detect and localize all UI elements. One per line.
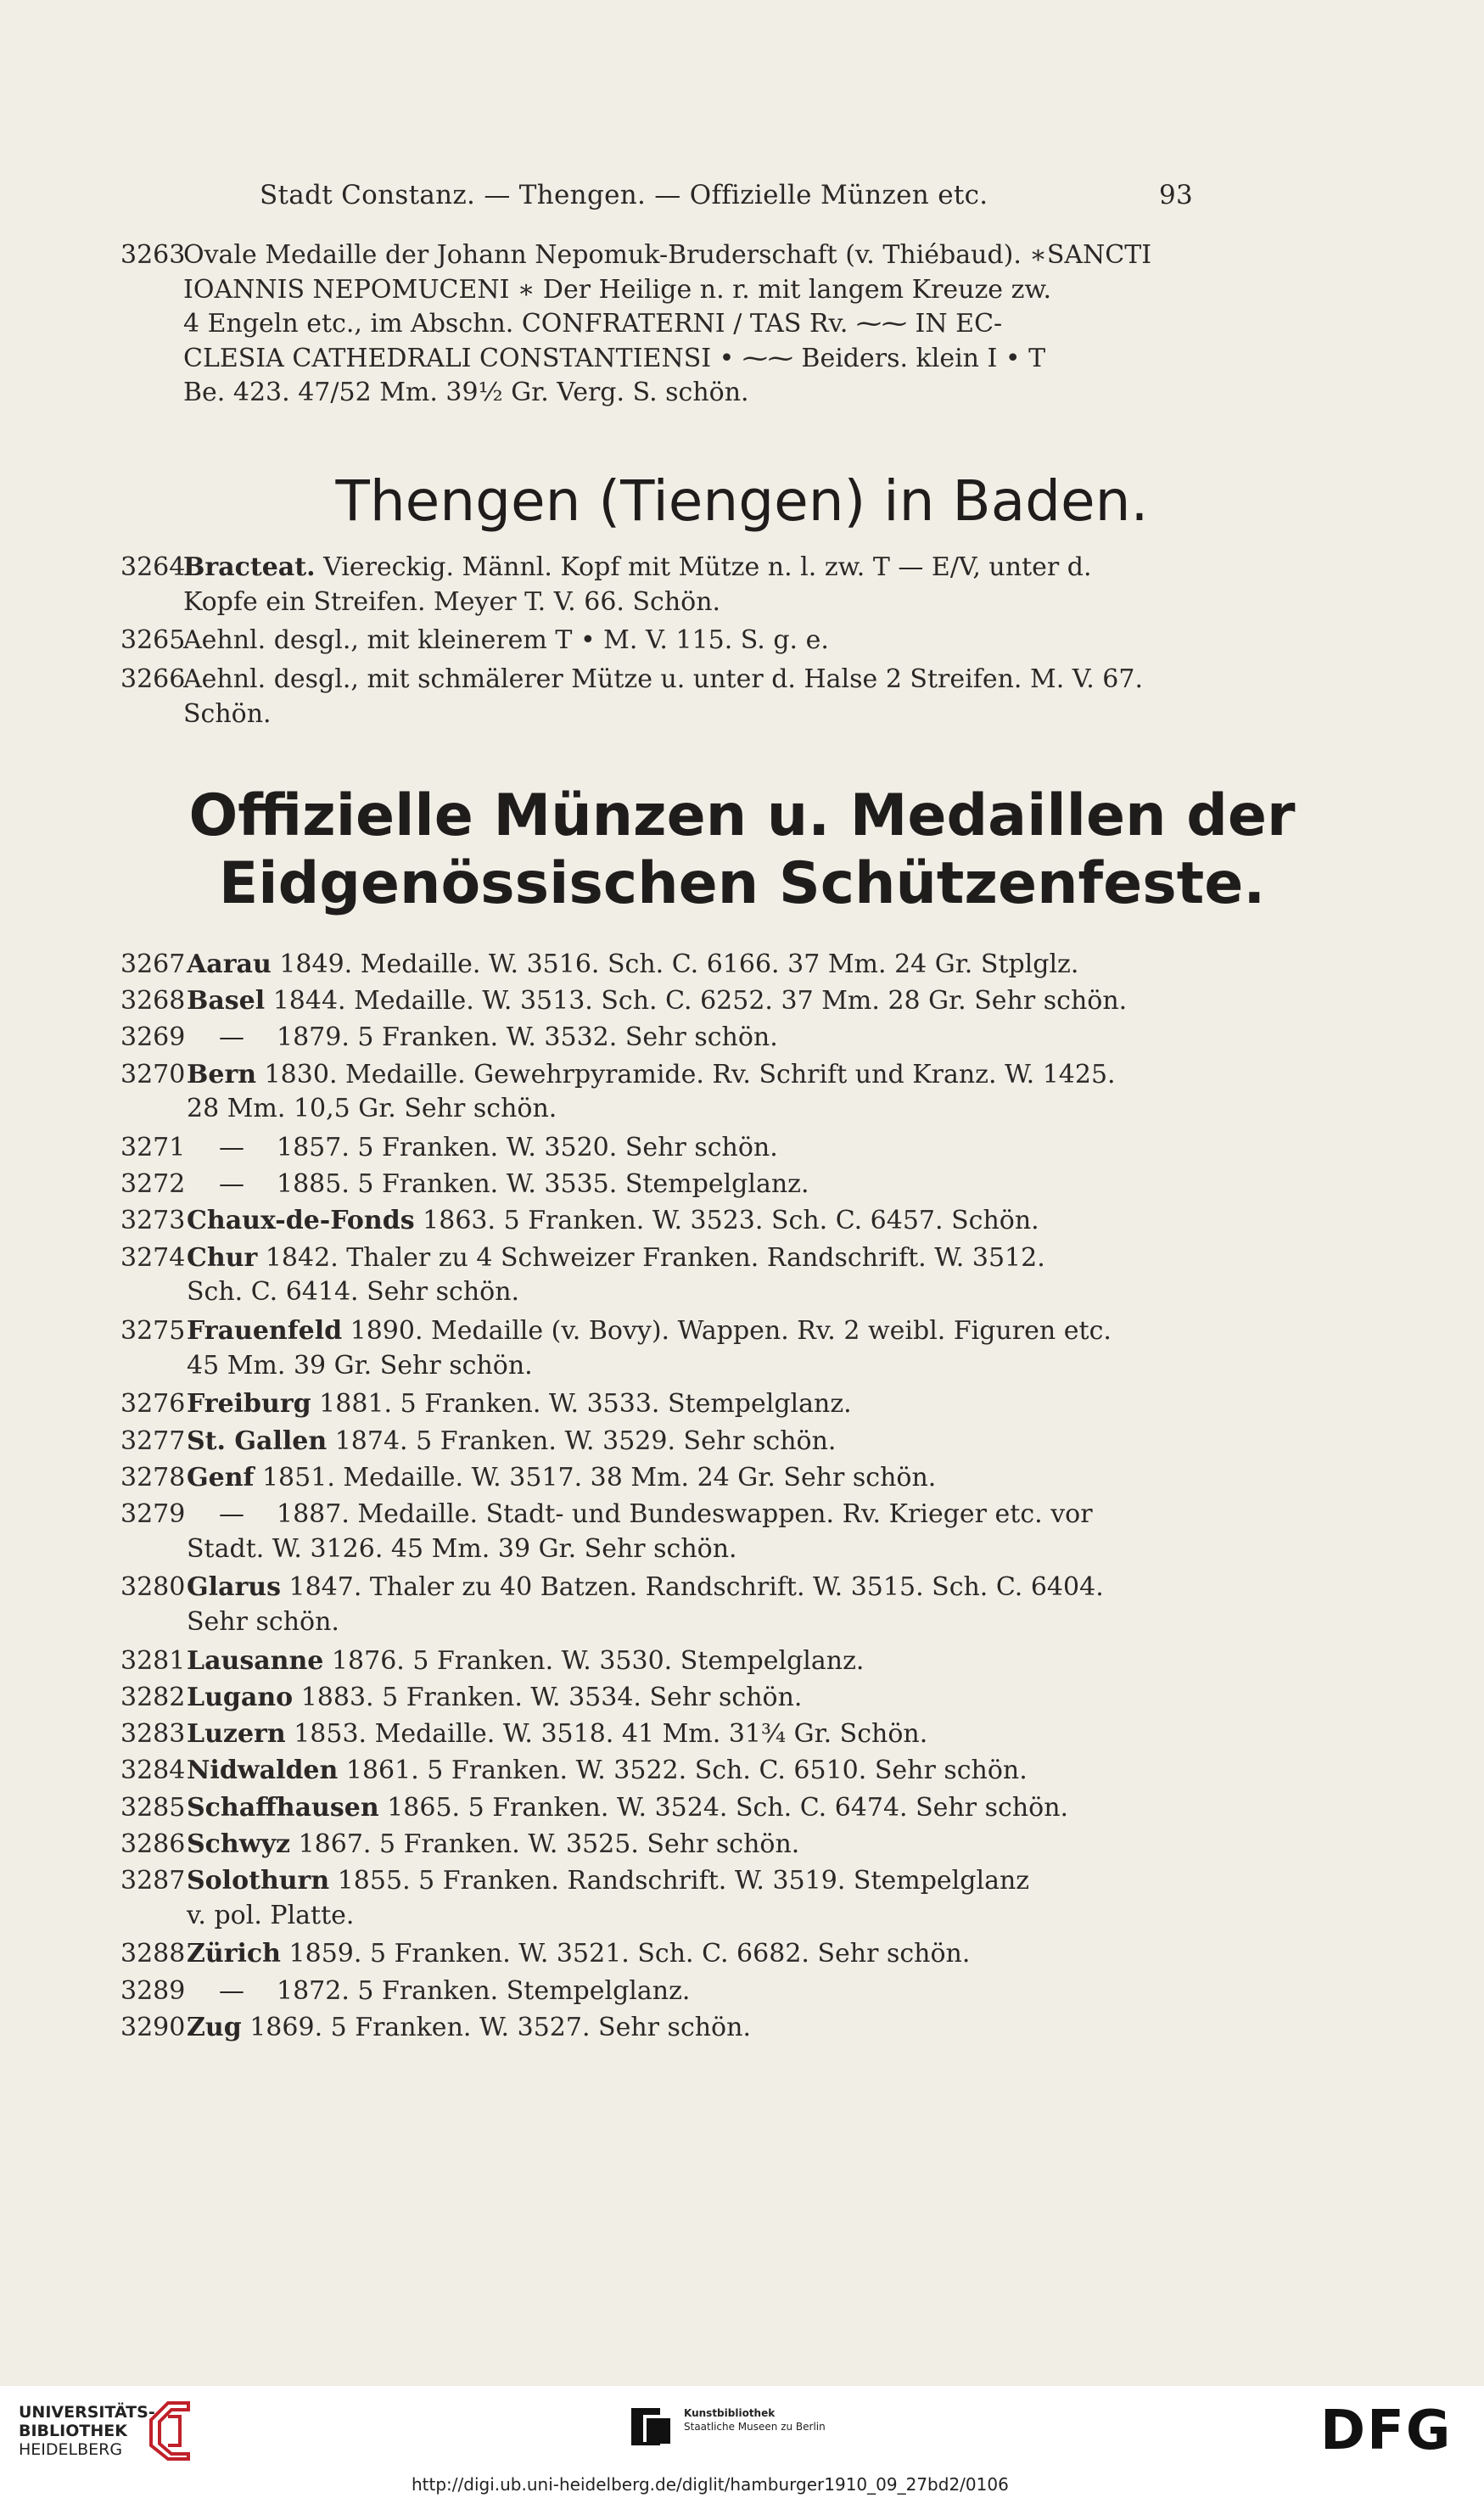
entry-number: 3264 xyxy=(120,552,186,582)
entry-text xyxy=(187,984,1315,1019)
entry-description: 1849. Medaille. W. 3516. Sch. C. 6166. 37 Mm. 24 Gr. Stplglz. xyxy=(271,949,1079,979)
section-heading-thengen: Thengen (Tiengen) in Baden. xyxy=(335,468,1149,534)
entry-text xyxy=(187,1937,1315,1972)
entry-number: 3274 xyxy=(120,1242,186,1273)
entry-name: — xyxy=(219,1022,244,1053)
entry-number: 3267 xyxy=(120,949,186,979)
entry-description: Viereckig. Männl. Kopf mit Mütze n. l. zw. T — E/V, unter d. xyxy=(315,552,1092,582)
entry-description: 1874. 5 Franken. W. 3529. Sehr schön. xyxy=(327,1425,837,1456)
entry-text xyxy=(187,1387,1315,1422)
entry-line: Be. 423. 47/52 Mm. 39½ Gr. Verg. S. schön. xyxy=(183,378,749,407)
entry-line: IOANNIS NEPOMUCENI ∗ Der Heilige n. r. mit langem Kreuze zw. xyxy=(183,274,1052,305)
section-heading-offizielle-line1: Offizielle Münzen u. Medaillen der xyxy=(188,782,1296,849)
entry-text xyxy=(183,663,1312,731)
running-title: Stadt Constanz. — Thengen. — Offizielle Münzen etc. xyxy=(260,180,988,210)
entry-line: CLESIA CATHEDRALI CONSTANTIENSI • ⁓⁓ Beiders. klein I • T xyxy=(183,343,1046,373)
entry-continuation: v. pol. Platte. xyxy=(187,1900,355,1930)
entry-text xyxy=(187,1791,1315,1826)
permalink-url[interactable]: http://digi.ub.uni-heidelberg.de/diglit/hamburger1910_09_27bd2/0106 xyxy=(412,2474,1009,2495)
entry-name: Schaffhausen xyxy=(187,1792,379,1823)
entry-number: 3266 xyxy=(120,664,186,694)
entry-number: 3279 xyxy=(120,1499,186,1529)
entry-number: 3278 xyxy=(120,1462,186,1493)
entry-name: Lausanne xyxy=(187,1645,324,1676)
entry-description: 1830. Medaille. Gewehrpyramide. Rv. Schrift und Kranz. W. 1425. xyxy=(256,1059,1116,1089)
entry-description: 1881. 5 Franken. W. 3533. Stempelglanz. xyxy=(311,1389,852,1420)
entry-number: 3281 xyxy=(120,1645,186,1676)
entry-continuation: Sch. C. 6414. Sehr schön. xyxy=(187,1277,520,1308)
entry-description: 1863. 5 Franken. W. 3523. Sch. C. 6457. Schön. xyxy=(414,1206,1039,1236)
entry-description: 1859. 5 Franken. W. 3521. Sch. C. 6682. Sehr schön. xyxy=(281,1939,971,1969)
entry-number: 3282 xyxy=(120,1683,186,1712)
entry-number: 3290 xyxy=(120,2012,186,2042)
entry-name: Schwyz xyxy=(187,1829,291,1859)
kunstbibliothek-logo-icon xyxy=(628,2403,675,2450)
entry-text xyxy=(187,1425,1315,1459)
entry-number: 3269 xyxy=(120,1022,186,1053)
entry-name: Genf xyxy=(187,1462,255,1493)
entry-name: Freiburg xyxy=(187,1389,311,1420)
entry-text xyxy=(187,1204,1315,1239)
entry-text xyxy=(187,1241,1315,1310)
entry-name: Basel xyxy=(187,986,266,1017)
entry-description: 1844. Medaille. W. 3513. Sch. C. 6252. 37 Mm. 28 Gr. Sehr schön. xyxy=(265,986,1128,1017)
entry-continuation: 28 Mm. 10,5 Gr. Sehr schön. xyxy=(187,1094,557,1124)
entry-number: 3275 xyxy=(120,1316,186,1346)
entry-name: St. Gallen xyxy=(187,1425,328,1456)
entry-description: 1842. Thaler zu 4 Schweizer Franken. Randschrift. W. 3512. xyxy=(257,1242,1045,1273)
entry-name: Zürich xyxy=(187,1939,281,1969)
entry-text xyxy=(187,1498,1315,1566)
entry-number: 3273 xyxy=(120,1206,186,1236)
ub-heidelberg-logo-text: UNIVERSITÄTS- BIBLIOTHEK HEIDELBERG xyxy=(19,2403,155,2459)
entry-text xyxy=(187,1754,1315,1789)
entry-text xyxy=(187,1314,1315,1383)
entry-description: 1890. Medaille (v. Bovy). Wappen. Rv. 2 weibl. Figuren etc. xyxy=(342,1316,1112,1346)
entry-continuation: Sehr schön. xyxy=(187,1606,339,1637)
entry-description: 1857. 5 Franken. W. 3520. Sehr schön. xyxy=(277,1133,778,1162)
entry-name: Zug xyxy=(187,2012,242,2042)
entry-name: Nidwalden xyxy=(187,1756,339,1786)
entry-name: — xyxy=(219,1499,244,1529)
entry-name: Chaux-de-Fonds xyxy=(187,1206,415,1236)
entry-number: 3285 xyxy=(120,1792,186,1823)
entry-name: Lugano xyxy=(187,1683,294,1712)
dfg-logo: DFG xyxy=(1320,2400,1453,2462)
entry-text xyxy=(187,1461,1315,1496)
entry-number: 3270 xyxy=(120,1059,186,1089)
entry-number: 3272 xyxy=(120,1169,186,1200)
entry-text xyxy=(183,624,1312,658)
entry-number: 3289 xyxy=(120,1975,186,2006)
entry-number: 3284 xyxy=(120,1756,186,1786)
ub-heidelberg-emblem-icon xyxy=(143,2394,205,2461)
entry-number: 3288 xyxy=(120,1939,186,1969)
entry-description: 1865. 5 Franken. W. 3524. Sch. C. 6474. Sehr schön. xyxy=(378,1792,1069,1823)
entry-text xyxy=(187,1021,1315,1056)
entry-text xyxy=(187,2011,1315,2046)
entry-text xyxy=(187,1058,1315,1127)
entry-number: 3265 xyxy=(120,625,186,655)
entry-name: — xyxy=(219,1975,244,2006)
entry-text xyxy=(183,551,1312,619)
entry-description: 1885. 5 Franken. W. 3535. Stempelglanz. xyxy=(277,1169,809,1200)
entry-name: Aarau xyxy=(187,949,272,979)
entry-number: 3268 xyxy=(120,986,186,1017)
entry-description: 1861. 5 Franken. W. 3522. Sch. C. 6510. Sehr schön. xyxy=(338,1756,1028,1786)
entry-name: — xyxy=(219,1133,244,1162)
entry-number: 3277 xyxy=(120,1425,186,1456)
entry-text xyxy=(187,1131,1315,1166)
entry-number: 3286 xyxy=(120,1829,186,1859)
entry-line: Aehnl. desgl., mit schmälerer Mütze u. unter d. Halse 2 Streifen. M. V. 67. xyxy=(183,664,1143,694)
entry-description: 1876. 5 Franken. W. 3530. Stempelglanz. xyxy=(323,1645,865,1676)
entry-name: Chur xyxy=(187,1242,258,1273)
entry-text xyxy=(187,1681,1315,1716)
entry-text xyxy=(187,1168,1315,1202)
entry-number: 3276 xyxy=(120,1389,186,1420)
entry-description: 1883. 5 Franken. W. 3534. Sehr schön. xyxy=(293,1683,803,1712)
entry-number: 3280 xyxy=(120,1572,186,1603)
entry-description: 1847. Thaler zu 40 Batzen. Randschrift. W. 3515. Sch. C. 6404. xyxy=(280,1572,1104,1603)
entry-text xyxy=(187,1571,1315,1639)
entry-line: Ovale Medaille der Johann Nepomuk-Bruderschaft (v. Thiébaud). ∗SANCTI xyxy=(183,240,1152,270)
entry-description: 1855. 5 Franken. Randschrift. W. 3519. Stempelglanz xyxy=(329,1866,1030,1896)
entry-name: Luzern xyxy=(187,1719,286,1750)
entry-description: 1872. 5 Franken. Stempelglanz. xyxy=(277,1975,691,2006)
entry-number: 3263 xyxy=(120,240,186,270)
entry-name: Bracteat. xyxy=(183,552,316,582)
entry-description: 1869. 5 Franken. W. 3527. Sehr schön. xyxy=(241,2012,751,2042)
entry-description: 1879. 5 Franken. W. 3532. Sehr schön. xyxy=(277,1022,778,1053)
entry-name: Frauenfeld xyxy=(187,1316,343,1346)
entry-description: 1887. Medaille. Stadt- und Bundeswappen. Rv. Krieger etc. vor xyxy=(277,1499,1093,1529)
entry-text xyxy=(183,238,1312,411)
entry-text xyxy=(187,1717,1315,1752)
entry-text xyxy=(187,1864,1315,1933)
entry-text xyxy=(187,1828,1315,1862)
entry-text xyxy=(187,1644,1315,1679)
kunstbibliothek-text: Kunstbibliothek Staatliche Museen zu Berlin xyxy=(684,2407,826,2433)
entry-line: 4 Engeln etc., im Abschn. CONFRATERNI / TAS Rv. ⁓⁓ IN EC- xyxy=(183,309,1003,339)
entry-text xyxy=(187,948,1315,983)
entry-description: 1851. Medaille. W. 3517. 38 Mm. 24 Gr. Sehr schön. xyxy=(254,1462,937,1493)
page-number: 93 xyxy=(1158,180,1193,210)
entry-name: Solothurn xyxy=(187,1866,330,1896)
entry-number: 3283 xyxy=(120,1719,186,1750)
entry-description: 1867. 5 Franken. W. 3525. Sehr schön. xyxy=(290,1829,800,1859)
entry-description: 1853. Medaille. W. 3518. 41 Mm. 31¾ Gr. Schön. xyxy=(285,1719,928,1750)
section-heading-offizielle-line2: Eidgenössischen Schützenfeste. xyxy=(218,850,1266,917)
entry-line: Schön. xyxy=(183,698,272,729)
entry-line: Aehnl. desgl., mit kleinerem T • M. V. 115. S. g. e. xyxy=(183,625,829,655)
entry-continuation: 45 Mm. 39 Gr. Sehr schön. xyxy=(187,1350,533,1381)
entry-name: — xyxy=(219,1169,244,1200)
entry-number: 3287 xyxy=(120,1866,186,1896)
entry-continuation: Stadt. W. 3126. 45 Mm. 39 Gr. Sehr schön. xyxy=(187,1533,737,1564)
entry-name: Glarus xyxy=(187,1572,281,1603)
entry-name: Bern xyxy=(187,1059,257,1089)
entry-text xyxy=(187,1974,1315,2009)
entry-number: 3271 xyxy=(120,1133,186,1162)
entry-line: Kopfe ein Streifen. Meyer T. V. 66. Schön. xyxy=(183,586,721,617)
